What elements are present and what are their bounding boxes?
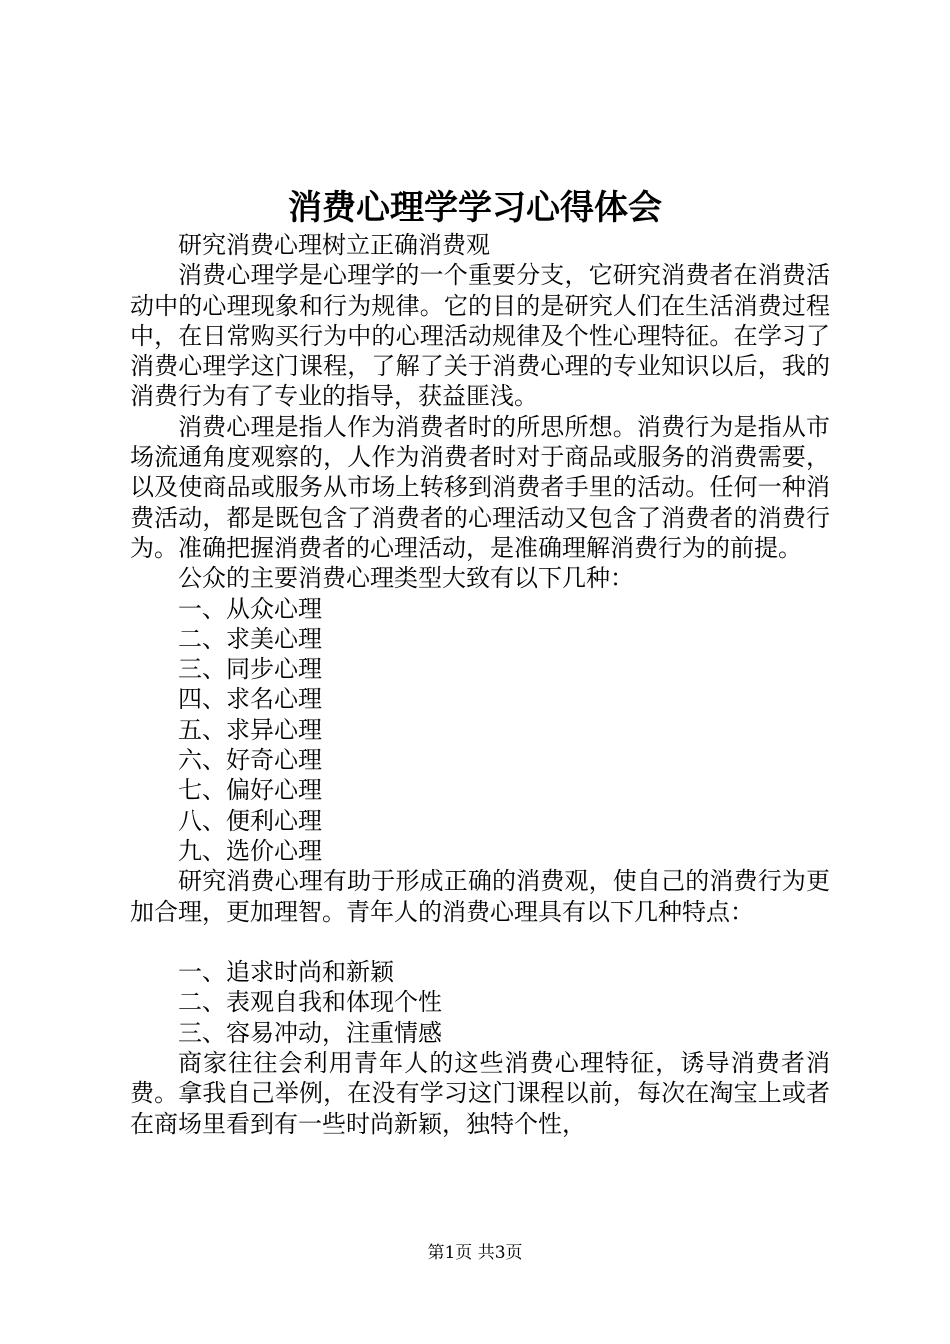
page-number-footer: 第1页 共3页	[427, 1243, 523, 1263]
list-item: 一、追求时尚和新颖	[178, 958, 394, 987]
list-item: 三、容易冲动，注重情感	[178, 1018, 442, 1047]
document-title: 消费心理学学习心得体会	[288, 188, 662, 228]
paragraph: 消费心理学是心理学的一个重要分支，它研究消费者在消费活动中的心理现象和行为规律。它的目的是研究人们在生活消费过程中，在日常购买行为中的心理活动规律及个性心理特征。在学习了消费心理学这门课程，了解了关于消费心理的专业知识以后，我的消费行为有了专业的指导，获益匪浅。	[130, 261, 830, 411]
list-item: 六、好奇心理	[178, 746, 322, 775]
subtitle-paragraph: 研究消费心理树立正确消费观	[178, 231, 490, 259]
paragraph: 公众的主要消费心理类型大致有以下几种：	[178, 564, 634, 593]
list-item: 一、从众心理	[178, 594, 322, 623]
list-item: 九、选价心理	[178, 836, 322, 865]
paragraph: 研究消费心理有助于形成正确的消费观，使自己的消费行为更加合理，更加理智。青年人的消费心理具有以下几种特点：	[130, 867, 830, 926]
list-item: 七、偏好心理	[178, 776, 322, 805]
list-item: 四、求名心理	[178, 685, 322, 714]
document-body	[130, 230, 830, 1139]
list-item: 五、求异心理	[178, 715, 322, 744]
paragraph: 消费心理是指人作为消费者时的所思所想。消费行为是指从市场流通角度观察的，人作为消费者时对于商品或服务的消费需要，以及使商品或服务从市场上转移到消费者手里的活动。任何一种消费活动，都是既包含了消费者的心理活动又包含了消费者的消费行为。准确把握消费者的心理活动，是准确理解消费行为的前提。	[130, 412, 830, 562]
list-item: 三、同步心理	[178, 655, 322, 684]
paragraph: 商家往往会利用青年人的这些消费心理特征，诱导消费者消费。拿我自己举例，在没有学习这门课程以前，每次在淘宝上或者在商场里看到有一些时尚新颖，独特个性，	[130, 1049, 830, 1138]
list-item: 二、求美心理	[178, 624, 322, 653]
list-item: 二、表观自我和体现个性	[178, 988, 442, 1017]
list-item: 八、便利心理	[178, 806, 322, 835]
